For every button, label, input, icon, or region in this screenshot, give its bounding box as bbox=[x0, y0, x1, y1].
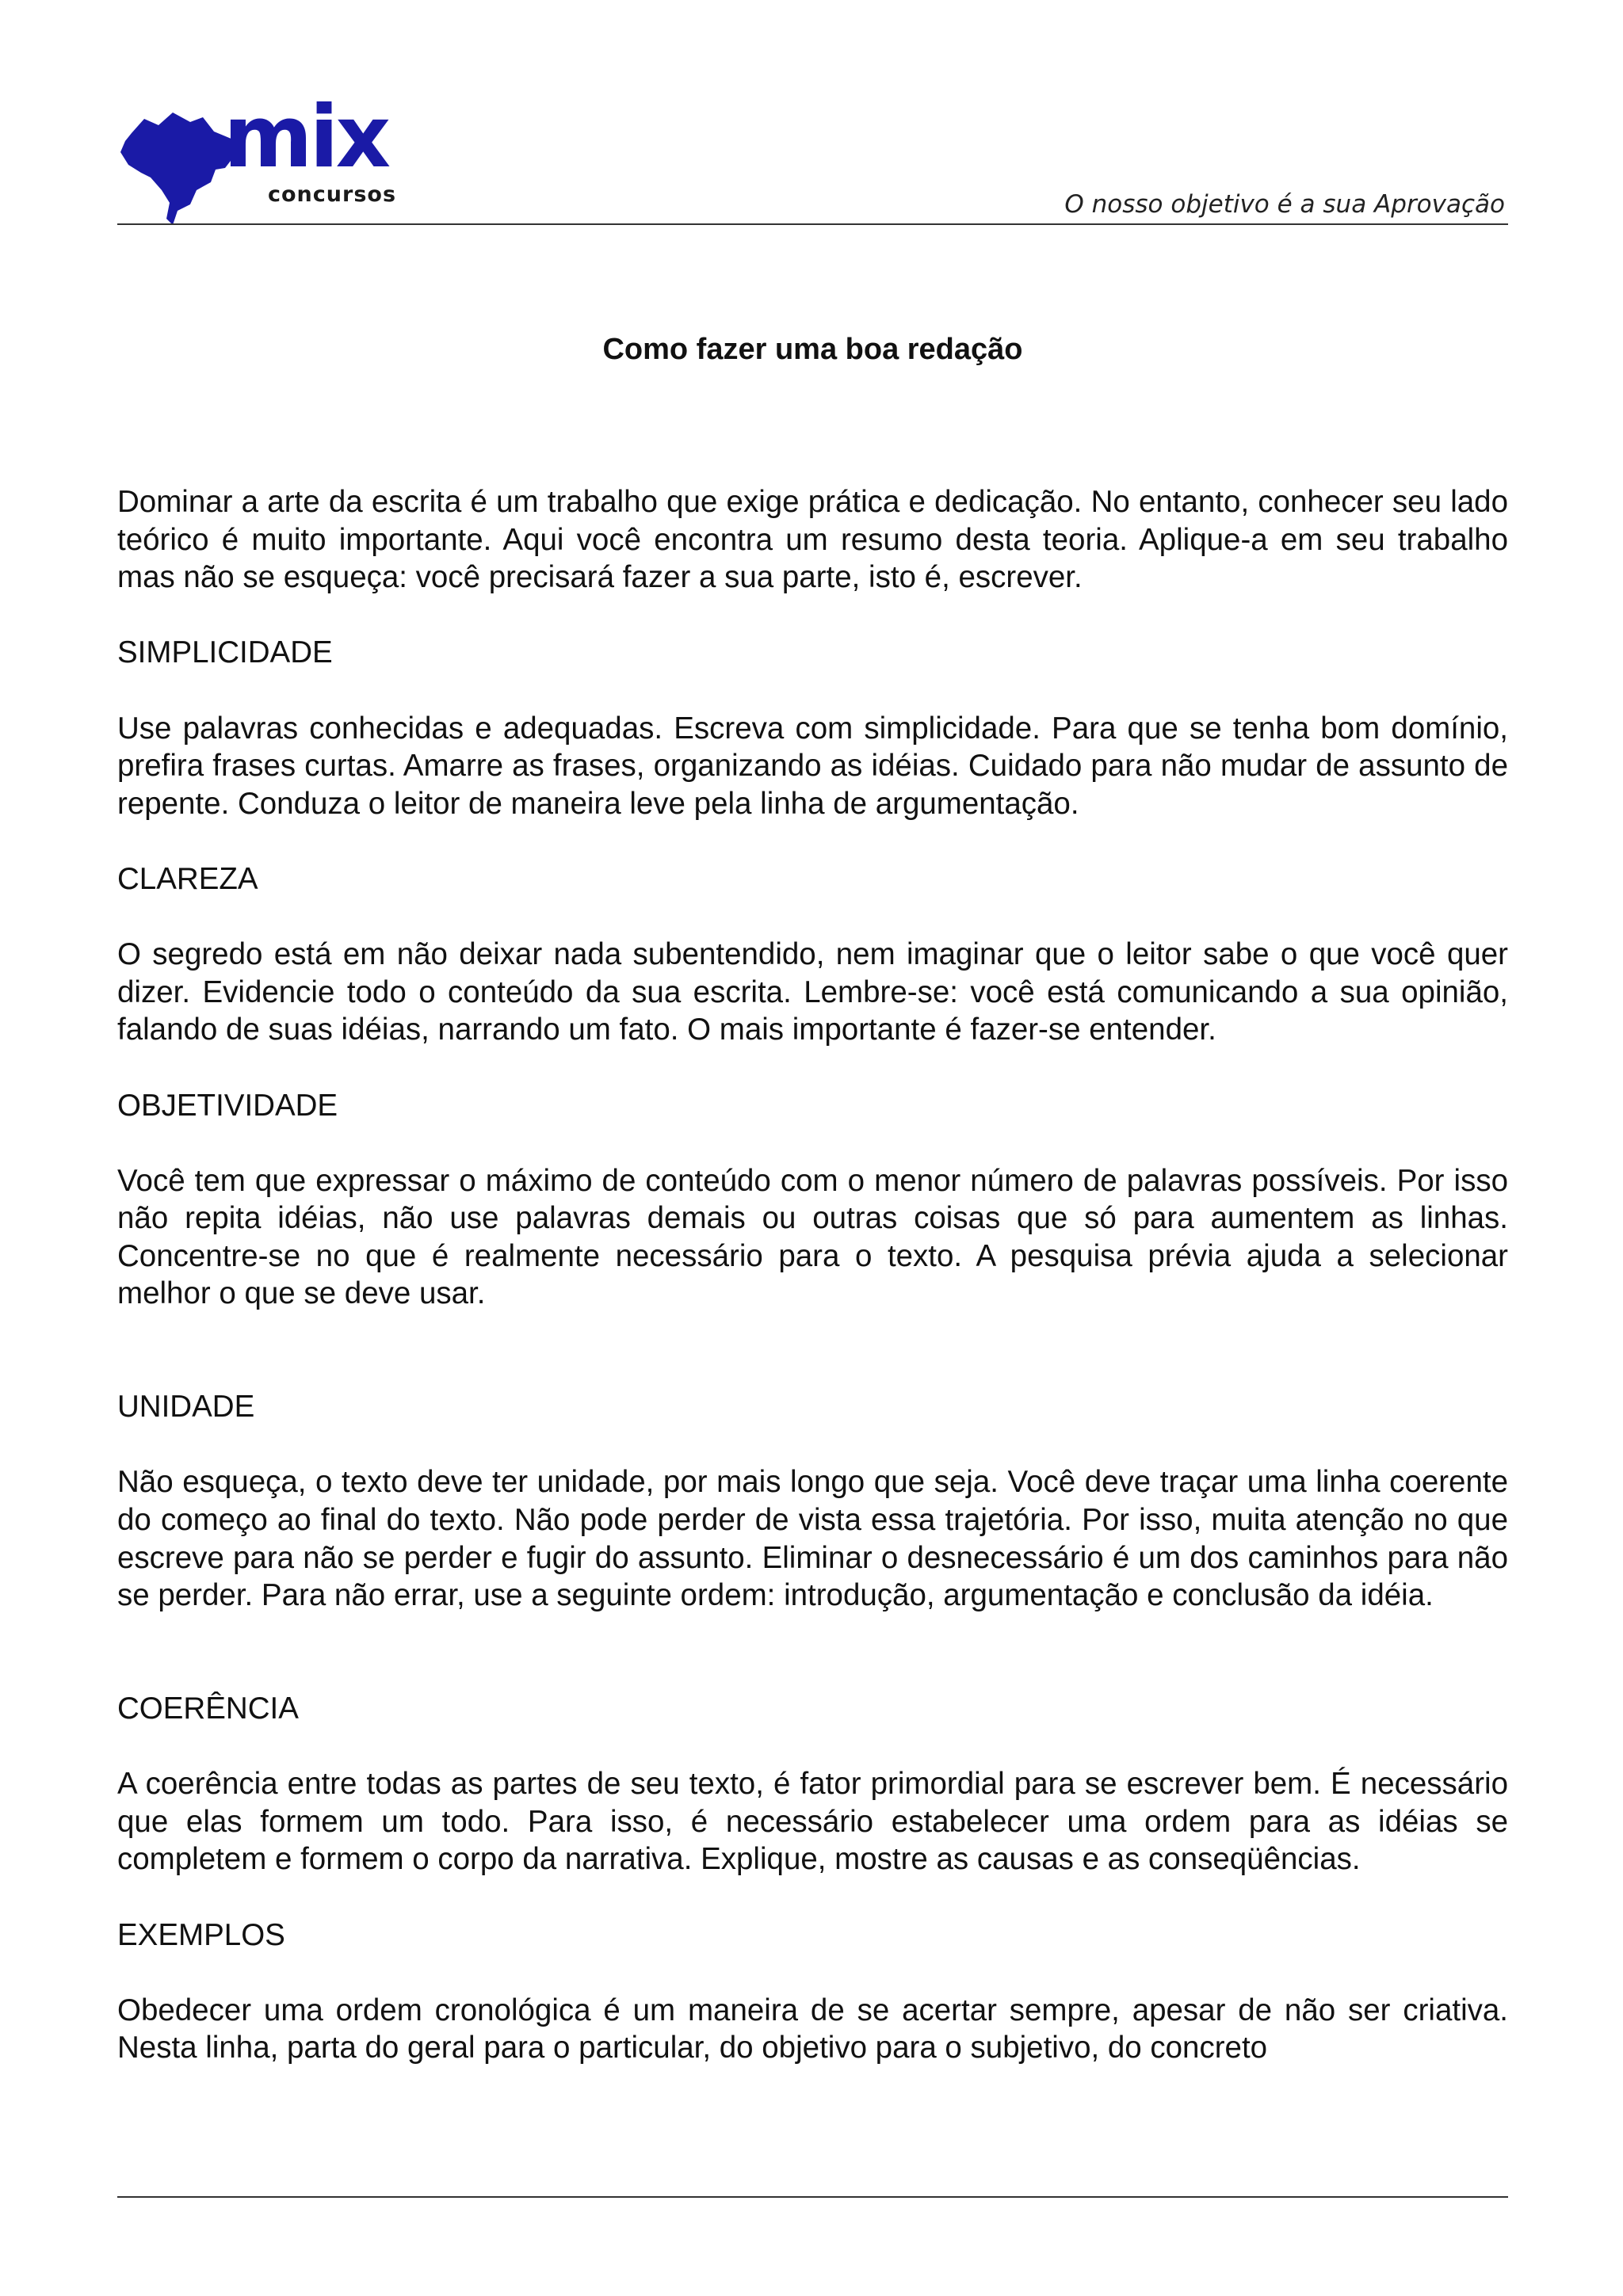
section-paragraph: Obedecer uma ordem cronológica é um maneira de se acertar sempre, apesar de não ser criativa. Nesta linha, parta do geral para o particular, do objetivo para o subjetivo, do concreto bbox=[117, 1993, 1508, 2065]
document-title: Como fazer uma boa redação bbox=[602, 333, 1023, 366]
intro-paragraph: Dominar a arte da escrita é um trabalho que exige prática e dedicação. No entanto, conhecer seu lado teórico é muito importante. Aqui você encontra um resumo desta teoria. Aplique-a em seu trabalho mas não se esqueça: você precisará fazer a sua parte, isto é, escrever. bbox=[117, 485, 1508, 595]
page-header bbox=[117, 88, 1508, 227]
document-body bbox=[117, 483, 1508, 2067]
section-paragraph: O segredo está em não deixar nada subentendido, nem imaginar que o leitor sabe o que você quer dizer. Evidencie todo o conteúdo da sua escrita. Lembre-se: você está comunicando a sua opinião, falando de suas idéias, narrando um fato. O mais importante é fazer-se entender. bbox=[117, 937, 1508, 1047]
section-heading: UNIDADE bbox=[117, 1390, 255, 1425]
logo-wordmark: mix bbox=[223, 88, 388, 187]
logo-subtitle: concursos bbox=[268, 182, 397, 207]
brazil-map-icon bbox=[117, 101, 236, 228]
section-paragraph: Não esqueça, o texto deve ter unidade, por mais longo que seja. Você deve traçar uma linha coerente do começo ao final do texto. Não pode perder de vista essa trajetória. Por isso, muita atenção no que escreve para não se perder e fugir do assunto. Eliminar o desnecessário é um dos caminhos para não se perder. Para não errar, use a seguinte ordem: introdução, argumentação e conclusão da idéia. bbox=[117, 1465, 1508, 1613]
header-tagline: O nosso objetivo é a sua Aprovação bbox=[1064, 190, 1505, 219]
section-paragraph: Use palavras conhecidas e adequadas. Escreva com simplicidade. Para que se tenha bom domínio, prefira frases curtas. Amarre as frases, organizando as idéias. Cuidado para não mudar de assunto de repente. Conduza o leitor de maneira leve pela linha de argumentação. bbox=[117, 711, 1508, 821]
section-heading: CLAREZA bbox=[117, 861, 258, 896]
footer-divider bbox=[117, 2196, 1508, 2198]
mix-concursos-logo bbox=[117, 88, 418, 228]
section-heading: SIMPLICIDADE bbox=[117, 635, 333, 670]
header-divider bbox=[117, 223, 1508, 225]
section-heading: EXEMPLOS bbox=[117, 1917, 285, 1952]
section-heading: COERÊNCIA bbox=[117, 1691, 299, 1726]
section-heading: OBJETIVIDADE bbox=[117, 1088, 338, 1123]
section-paragraph: A coerência entre todas as partes de seu texto, é fator primordial para se escrever bem. É necessário que elas formem um todo. Para isso, é necessário estabelecer uma ordem para as idéias se completem e formem o corpo da narrativa. Explique, mostre as causas e as conseqüências. bbox=[117, 1767, 1508, 1877]
section-paragraph: Você tem que expressar o máximo de conteúdo com o menor número de palavras possíveis. Por isso não repita idéias, não use palavras demais ou outras coisas que só para aumentem as linhas. Concentre-se no que é realmente necessário para o texto. A pesquisa prévia ajuda a selecionar melhor o que se deve usar. bbox=[117, 1163, 1508, 1311]
